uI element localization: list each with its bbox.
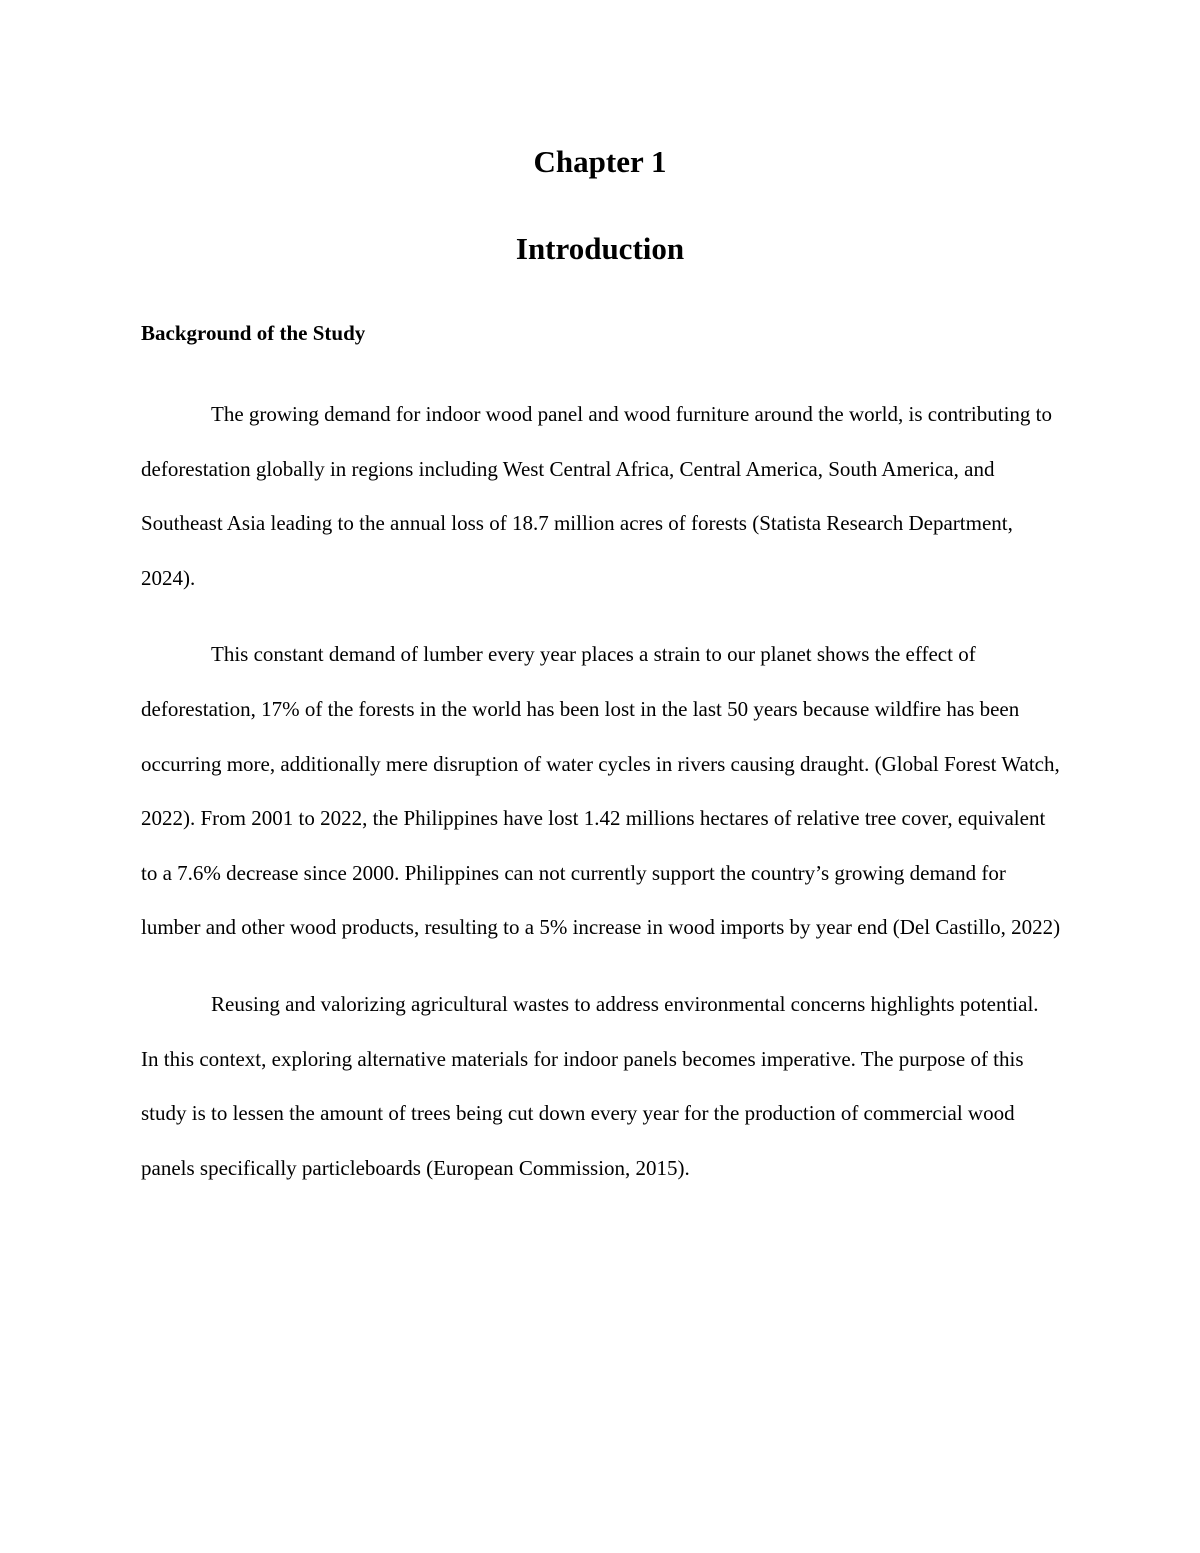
paragraph-2: This constant demand of lumber every year places a strain to our planet shows the effect of deforestation, 17% of the forests in the world has been lost in the last 50 years because wildfire has been occurring more, additionally mere disruption of water cycles in rivers causing draught. (Global Forest Watch, 2022). From 2001 to 2022, the Philippines have lost 1.42 millions hectares of relative tree cover, equivalent to a 7.6% decrease since 2000. Philippines can not currently support the country’s growing demand for lumber and other wood products, resulting to a 5% increase in wood imports by year end (Del Castillo, 2022) xyxy=(141,642,1061,940)
chapter-title: Chapter 1 xyxy=(533,144,667,179)
paragraph-3: Reusing and valorizing agricultural wastes to address environmental concerns highlights potential. In this context, exploring alternative materials for indoor panels becomes imperative. The purpose of this study is to lessen the amount of trees being cut down every year for the production of commercial wood panels specifically particleboards (European Commission, 2015). xyxy=(141,991,1039,1180)
paragraph-1: The growing demand for indoor wood panel and wood furniture around the world, is contributing to deforestation globally in regions including West Central Africa, Central America, South America, and Southeast Asia leading to the annual loss of 18.7 million acres of forests (Statista Research Department, 2024). xyxy=(141,402,1052,590)
section-title: Introduction xyxy=(515,231,685,266)
subheading: Background of the Study xyxy=(141,321,366,345)
body-text xyxy=(141,387,1061,1217)
